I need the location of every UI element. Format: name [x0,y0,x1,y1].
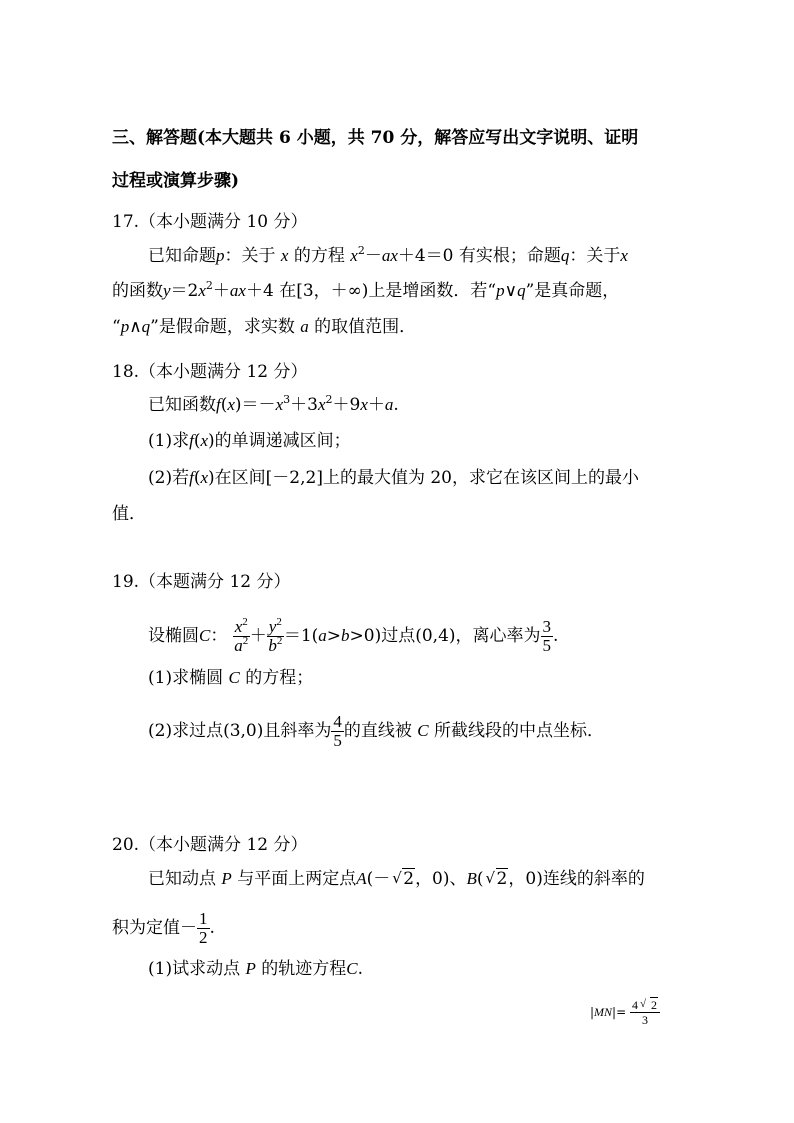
var-b: b [268,636,277,655]
var-f: f [189,431,194,450]
numerator: 4 [631,998,638,1012]
text: ，0)、 [415,869,467,889]
var-x: x [317,395,326,414]
text: 的直线被 [343,721,412,741]
var-p: p [216,246,225,265]
text: (2)求过点(3,0)且斜率为 [148,721,332,741]
text: (1)求椭圆 [148,668,224,688]
var-f: f [216,395,221,414]
text: ＝1( [283,626,319,646]
text: )在区间[－2,2]上的最大值为 20，求它在该区间上的最小 [208,468,639,488]
q18-header [112,361,307,383]
exponent: 2 [357,244,365,257]
text: . [393,395,399,415]
q17-line2 [112,280,619,302]
text: (1)试求动点 [148,959,241,979]
var-A: A [356,869,367,888]
var-x: x [200,468,209,487]
q17-line3 [112,316,416,338]
text: ”是假命题，求实数 [150,317,295,337]
text: ”是真命题， [525,281,620,301]
q17-header [112,211,307,233]
fraction-eccentricity [541,618,554,655]
radical-symbol: √ [392,869,402,887]
var-a: a [300,317,309,336]
denominator: 5 [542,636,552,655]
radicand: 2 [650,998,657,1012]
text: >0)过点(0,4)，离心率为 [349,626,541,646]
exponent: 2 [325,393,333,406]
text: ＋3 [290,395,318,415]
q17-header-text: 17.（本小题满分 10 分） [112,212,308,232]
var-y: y [268,617,277,636]
exponent: 2 [242,616,248,628]
text: 的方程； [245,668,314,688]
var-x: x [227,395,235,414]
var-q: q [517,281,526,300]
var-MN: MN [594,1005,613,1019]
fraction-x2-a2 [233,618,250,655]
mn-length-formula [590,998,660,1027]
var-f: f [189,468,194,487]
text: 的方程 [293,246,345,266]
q18-header-text: 18.（本小题满分 12 分） [112,362,308,382]
var-x: x [620,246,628,265]
var-a: a [384,395,394,414]
text: 设椭圆 [148,626,199,646]
fraction-y2-b2 [267,618,284,655]
text: ＋ [367,395,385,415]
var-ax: ax [381,246,398,265]
numerator: 1 [199,909,208,928]
text: . [209,918,215,938]
var-C: C [346,959,358,978]
var-B: B [466,869,477,888]
text: 已知动点 [148,869,216,889]
text: ( [193,468,201,488]
text: ，0)连线的斜率的 [508,869,645,889]
text: (－ [366,869,391,889]
or-symbol: ∨ [504,281,518,301]
text: 已知函数 [148,395,216,415]
q20-header-text: 20.（本小题满分 12 分） [112,835,308,855]
radical-symbol: √ [485,869,496,887]
text: ＋9 [332,395,361,415]
text: ( [220,395,228,415]
text: “ [112,317,121,337]
q18-part1 [148,430,351,452]
numerator: 4 [333,712,342,731]
q20-part1 [148,958,363,980]
denominator: 3 [641,1013,648,1027]
var-x: x [280,246,289,265]
text: 已知命题 [148,246,216,266]
text: ：关于 [569,246,621,266]
q17-line1 [148,245,628,267]
text: 的函数 [112,281,163,301]
var-x: x [200,431,209,450]
text: . [357,959,364,979]
var-p: p [496,281,505,300]
text: (1)求 [148,431,190,451]
text: ＋ [212,281,230,301]
exponent: 2 [242,635,249,647]
fraction-half [197,910,210,947]
text: ： [210,626,228,646]
q18-part2-line2: 值． [112,504,146,524]
text: － [364,246,382,266]
numerator: 3 [542,617,552,636]
var-C: C [228,668,240,687]
q18-part2 [148,467,639,489]
text: ＝2 [170,281,199,301]
exponent: 2 [276,635,283,647]
text: 的轨迹方程 [261,959,347,979]
radicand: 2 [496,869,508,889]
text: 积为定值－ [112,918,197,938]
var-a: a [234,636,243,655]
var-x: x [234,617,243,636]
sqrt-2 [486,868,509,890]
text: ( [476,869,484,889]
denominator: 2 [199,928,208,947]
var-q: q [560,246,570,265]
q19-header [112,571,290,593]
var-C: C [199,626,211,645]
var-q: q [141,317,151,336]
radical-symbol: √ [639,998,647,1010]
fraction-slope [331,713,344,750]
q19-part1 [148,667,313,689]
exponent: 2 [205,279,213,292]
text: | [590,1005,595,1019]
radicand: 2 [403,869,415,889]
text: ( [193,431,201,451]
text: > [326,626,342,646]
q19-header-text: 19.（本题满分 12 分） [112,572,291,592]
var-y: y [163,281,171,300]
denominator: 5 [333,731,342,750]
section-heading-line2: 过程或演算步骤) [112,171,240,191]
q20-line1 [148,868,645,890]
q19-part2 [148,713,604,750]
var-C: C [417,721,429,740]
q19-line1 [148,618,558,655]
text: ：关于 [224,246,276,266]
text: . [553,626,559,646]
var-x: x [275,395,284,414]
text: (2)若 [148,468,190,488]
text: ＋4 在[3，＋∞)上是增函数．若“ [245,281,497,301]
var-p: p [120,317,130,336]
text: ＋ [249,626,267,646]
text: ＋4＝0 有实根；命题 [397,246,561,266]
text: 与平面上两定点 [237,869,357,889]
var-ax: ax [229,281,246,300]
var-a: a [318,626,327,645]
text: |= [612,1005,627,1019]
sqrt-2 [392,868,415,890]
var-x: x [198,281,206,300]
q18-line1 [148,394,399,416]
text: 所截线段的中点坐标． [434,721,605,741]
exponent: 2 [276,616,282,628]
var-x: x [350,246,358,265]
var-x: x [360,395,368,414]
var-P: P [245,959,256,978]
q20-header [112,834,307,856]
var-P: P [221,869,232,888]
var-b: b [341,626,350,645]
sqrt-2 [640,998,658,1012]
section-heading-line1: 三、解答题(本大题共 6 小题，共 70 分，解答应写出文字说明、证明 [112,128,639,148]
and-symbol: ∧ [129,317,142,337]
fraction-4sqrt2-3 [630,998,660,1027]
text: 的取值范围． [314,317,417,337]
text: )的单调递减区间； [208,431,351,451]
text: )＝－ [234,395,276,415]
exponent: 3 [283,393,291,406]
q20-line2 [112,910,215,947]
